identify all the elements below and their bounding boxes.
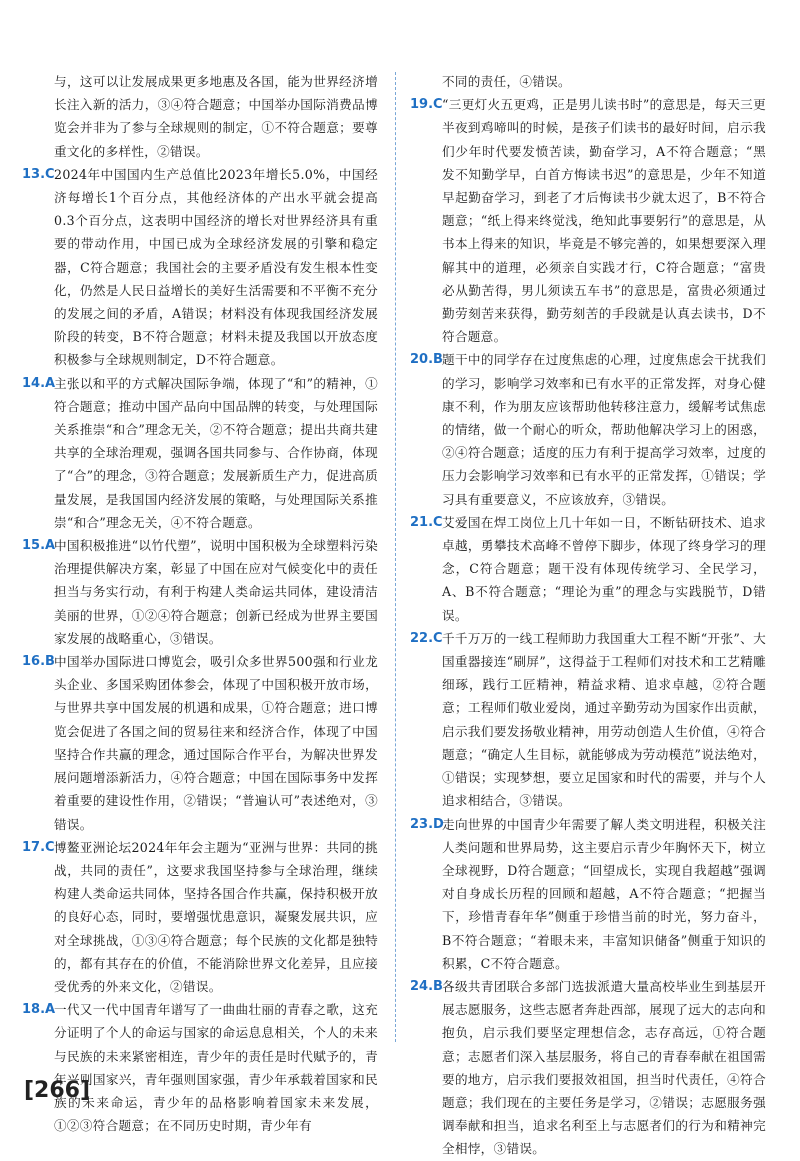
explanation-text: “三更灯火五更鸡，正是男儿读书时”的意思是，每天三更半夜到鸡啼叫的时候，是孩子们读书的最好时间，启示我们少年时代要发愤苦读，勤奋学习，A不符合题意；“黑发不知勤学早，白首方悔读书迟”的意思是，少年不知道早起勤奋学习，到老了才后悔读书少就太迟了，B不符合题意；“纸上得来终觉浅，绝知此事要躬行”的意思是，从书本上得来的知识，毕竟是不够完善的，如果想要深入理解其中的道理，必须亲自实践才行，C符合题意；“富贵必从勤苦得，男儿须读五车书”的意思是，富贵必须通过勤劳刻苦来获得，勤劳刻苦的手段就是认真去读书，D不符合题意。: [442, 97, 766, 345]
answer-entry-23: [410, 813, 766, 975]
question-number: 20.B: [410, 352, 443, 368]
answer-entry-16: [22, 650, 378, 836]
answer-entry-24: [410, 975, 766, 1161]
left-continuation-text: 与，这可以让发展成果更多地惠及各国，能为世界经济增长注入新的活力，③④符合题意；中国举办国际消费品博览会并非为了参与全球规则的制定，①不符合题意；要尊重文化的多样性，②错误。: [54, 74, 378, 159]
explanation-text: 中国积极推进“以竹代塑”，说明中国积极为全球塑料污染治理提供解决方案，彰显了中国在应对气候变化中的责任担当与务实行动，有利于构建人类命运共同体，建设清洁美丽的世界，①②④符合题意；创新已经成为世界主要国家发展的战略重心，③错误。: [54, 538, 378, 646]
answer-entry-18: [22, 998, 378, 1137]
question-number: 18.A: [22, 1002, 56, 1018]
explanation-text: 千千万万的一线工程师助力我国重大工程不断“开张”、大国重器接连“刷屏”，这得益于工程师们对技术和工艺精雕细琢，践行工匠精神，精益求精、追求卓越，②符合题意；工程师们敬业爱岗，通过辛勤劳动为国家作出贡献，启示我们要发扬敬业精神，用劳动创造人生价值，④符合题意；“确定人生目标，就能够成为劳动模范”说法绝对，①错误；实现梦想，要立足国家和时代的需要，并与个人追求相结合，③错误。: [442, 630, 766, 809]
answer-entry-22: [410, 627, 766, 813]
question-number: 24.B: [410, 978, 443, 994]
page-number: [266]: [24, 1078, 91, 1103]
question-number: 16.B: [22, 654, 55, 670]
right-column: [410, 70, 766, 1161]
answer-entry-21: [410, 511, 766, 627]
column-divider: [395, 72, 396, 1042]
answer-entry-17: [22, 836, 378, 998]
answer-entry-15: [22, 534, 378, 650]
right-continuation-text: 不同的责任，④错误。: [442, 74, 571, 89]
explanation-text: 2024年中国国内生产总值比2023年增长5.0%，中国经济每增长1个百分点，其他经济体的产出水平就会提高0.3个百分点，这表明中国经济的增长对世界经济具有重要的带动作用，中国已成为全球经济发展的引擎和稳定器，C符合题意；我国社会的主要矛盾没有发生根本性变化，仍然是人民日益增长的美好生活需要和不平衡不充分的发展之间的矛盾，A错误；材料没有体现我国经济发展阶段的转变，B不符合题意；材料未提及我国以开放态度积极参与全球规则制定，D不符合题意。: [54, 166, 378, 368]
question-number: 14.A: [22, 375, 56, 391]
left-column: [22, 70, 378, 1137]
answer-entry-14: [22, 372, 378, 534]
explanation-text: 主张以和平的方式解决国际争端，体现了“和”的精神，①符合题意；推动中国产品向中国品牌的转变，与处理国际关系推崇“和合”理念无关，②不符合题意；提出共商共建共享的全球治理观，强调各国共同参与、合作协商，体现了“合”的理念，③符合题意；发展新质生产力，促进高质量发展，是我国国内经济发展的策略，与处理国际关系推崇“和合”理念无关，④不符合题意。: [54, 375, 378, 530]
explanation-text: 博鳌亚洲论坛2024年年会主题为“亚洲与世界：共同的挑战，共同的责任”，这要求我国坚持参与全球治理，继续构建人类命运共同体，坚持各国合作共赢，保持积极开放的良好心态，同时，要增强忧患意识，凝聚发展共识，应对全球挑战，①③④符合题意；每个民族的文化都是独特的，都有其存在的价值，不能消除世界文化差异，且应接受优秀的外来文化，②错误。: [54, 839, 378, 994]
answer-entry-13: [22, 163, 378, 372]
explanation-text: 艾爱国在焊工岗位上几十年如一日，不断钻研技术、追求卓越，勇攀技术高峰不曾停下脚步，体现了终身学习的理念，C符合题意；题干没有体现传统学习、全民学习，A、B不符合题意；“理论为重”的理念与实践脱节，D错误。: [442, 514, 766, 623]
question-number: 19.C: [410, 97, 443, 113]
explanation-text: 中国举办国际进口博览会，吸引众多世界500强和行业龙头企业、多国采购团体参会，体现了中国积极开放市场，与世界共享中国发展的机遇和成果，①符合题意；进口博览会促进了各国之间的贸易往来和经济合作，体现了中国坚持合作共赢的理念，通过国际合作平台，为解决世界发展问题增添新活力，④符合题意；中国在国际事务中发挥着重要的建设性作用，②错误；“普遍认可”表述绝对，③错误。: [54, 654, 378, 832]
explanation-text: 各级共青团联合多部门选拔派遣大量高校毕业生到基层开展志愿服务，这些志愿者奔赴西部，展现了远大的志向和抱负，启示我们要坚定理想信念，志存高远，①符合题意；志愿者们深入基层服务，将自己的青春奉献在祖国需要的地方，启示我们要报效祖国，担当时代责任，④符合题意；我们现在的主要任务是学习，②错误；志愿服务强调奉献和担当，追求名利至上与志愿者们的行为和精神完全相悖，③错误。: [442, 978, 766, 1157]
question-number: 23.D: [410, 816, 444, 832]
question-number: 15.A: [22, 538, 56, 554]
question-number: 22.C: [410, 630, 443, 646]
explanation-text: 题干中的同学存在过度焦虑的心理，过度焦虑会干扰我们的学习，影响学习效率和已有水平的正常发挥，对身心健康不利，作为朋友应该帮助他转移注意力，缓解考试焦虑的情绪，做一个耐心的听众，帮助他解决学习上的困惑，②④符合题意；适度的压力有利于提高学习效率，过度的压力会影响学习效率和已有水平的正常发挥，①错误；学习具有重要意义，不应该放弃，③错误。: [442, 352, 766, 507]
answer-entry-20: [410, 348, 766, 510]
explanation-text: 一代又一代中国青年谱写了一曲曲壮丽的青春之歌，这充分证明了个人的命运与国家的命运息息相关，个人的未来与民族的未来紧密相连，青少年的责任是时代赋予的，青年兴则国家兴，青年强则国家强，青少年承载着国家和民族的未来命运，青少年的品格影响着国家未来发展，①②③符合题意；在不同历史时期，青少年有: [54, 1002, 378, 1134]
explanation-text: 走向世界的中国青少年需要了解人类文明进程，积极关注人类问题和世界局势，这主要启示青少年胸怀天下，树立全球视野，D符合题意；“回望成长，实现自我超越”强调对自身成长历程的回顾和超越，A不符合题意；“把握当下，珍惜青春年华”侧重于珍惜当前的时光，努力奋斗，B不符合题意；“着眼未来，丰富知识储备”侧重于知识的积累，C不符合题意。: [442, 816, 766, 971]
question-number: 21.C: [410, 514, 443, 530]
question-number: 17.C: [22, 839, 55, 855]
question-number: 13.C: [22, 166, 55, 182]
answer-entry-19: [410, 93, 766, 348]
